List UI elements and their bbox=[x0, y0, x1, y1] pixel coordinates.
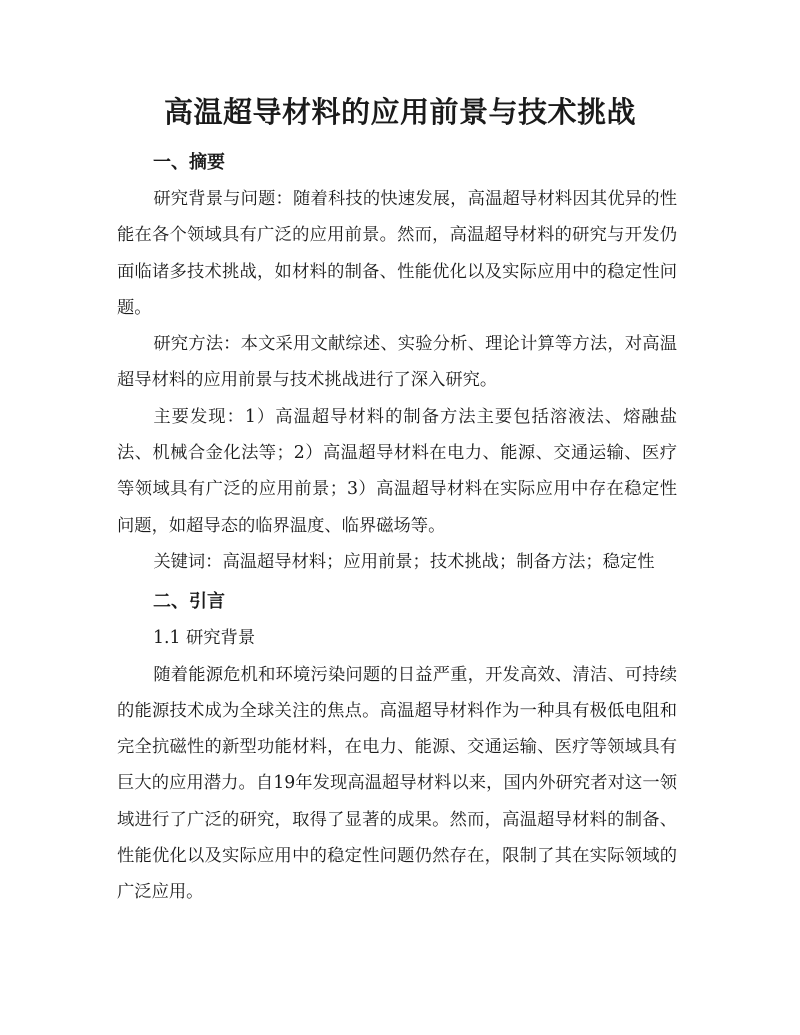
document-body bbox=[117, 143, 677, 911]
research-background-subheading: 1.1 研究背景 bbox=[153, 628, 256, 649]
abstract-background-paragraph: 研究背景与问题：随着科技的快速发展，高温超导材料因其优异的性能在各个领域具有广泛的应用前景。然而，高温超导材料的研究与开发仍面临诸多技术挑战，如材料的制备、性能优化以及实际应用中的稳定性问题。 bbox=[117, 189, 677, 318]
abstract-heading: 一、摘要 bbox=[153, 152, 225, 173]
document-title: 高温超导材料的应用前景与技术挑战 bbox=[163, 95, 636, 129]
abstract-keywords-paragraph: 关键词：高温超导材料；应用前景；技术挑战；制备方法；稳定性 bbox=[153, 551, 655, 572]
abstract-methods-paragraph: 研究方法：本文采用文献综述、实验分析、理论计算等方法，对高温超导材料的应用前景与技术挑战进行了深入研究。 bbox=[117, 334, 677, 391]
abstract-findings-paragraph: 主要发现：1）高温超导材料的制备方法主要包括溶液法、熔融盐法、机械合金化法等；2）高温超导材料在电力、能源、交通运输、医疗等领域具有广泛的应用前景；3）高温超导材料在实际应用中存在稳定性问题，如超导态的临界温度、临界磁场等。 bbox=[117, 406, 677, 536]
introduction-paragraph: 随着能源危机和环境污染问题的日益严重，开发高效、清洁、可持续的能源技术成为全球关注的焦点。高温超导材料作为一种具有极低电阻和完全抗磁性的新型功能材料，在电力、能源、交通运输、医疗等领域具有巨大的应用潜力。自19年发现高温超导材料以来，国内外研究者对这一领域进行了广泛的研究，取得了显著的成果。然而，高温超导材料的制备、性能优化以及实际应用中的稳定性问题仍然存在，限制了其在实际领域的广泛应用。 bbox=[117, 664, 677, 903]
introduction-heading: 二、引言 bbox=[153, 591, 225, 613]
